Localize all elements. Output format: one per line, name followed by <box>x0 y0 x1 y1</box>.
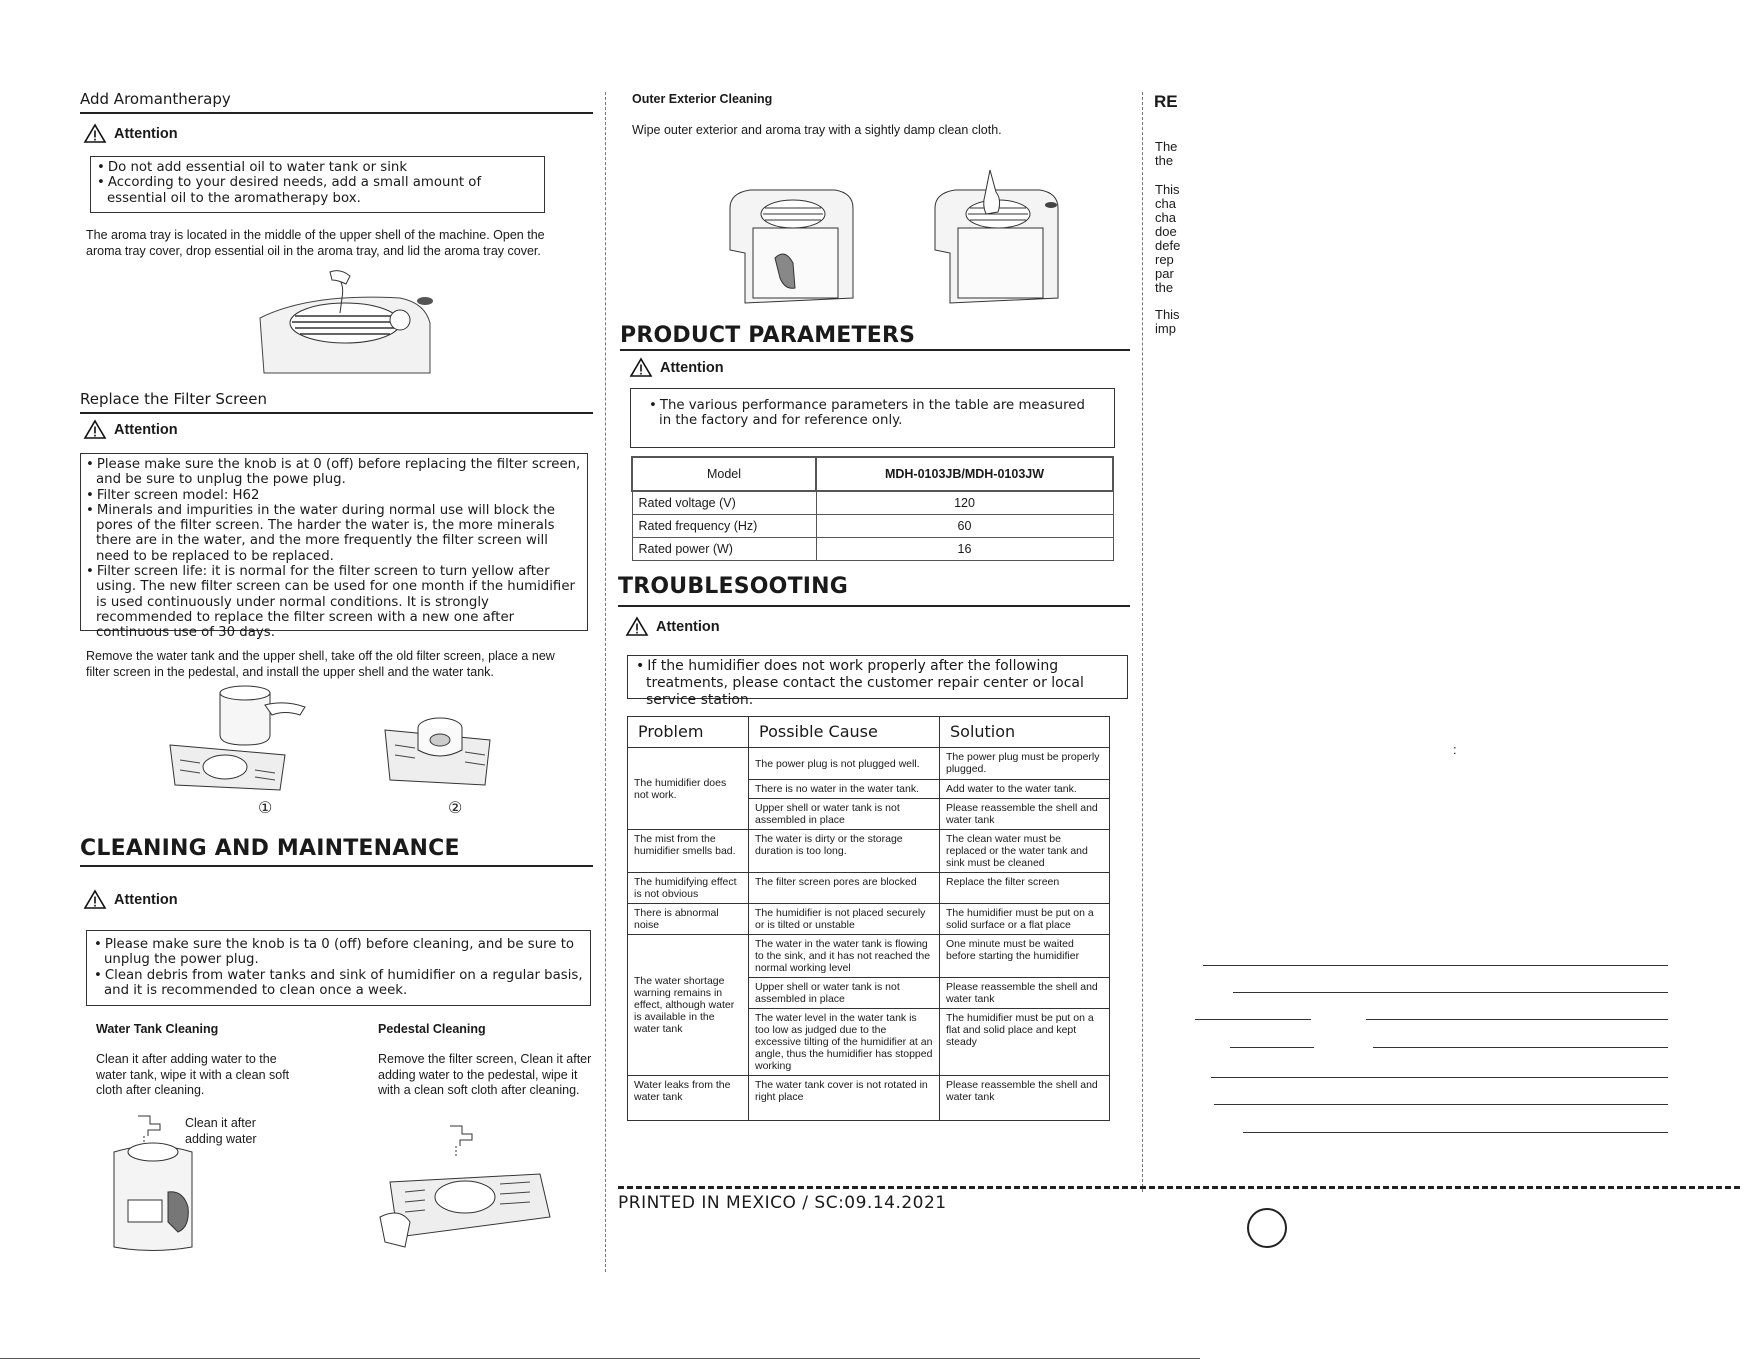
trouble-bullet-1: • If the humidifier does not work properly after the following treatments, please contact the customer repair center or local service station. <box>636 658 1119 709</box>
fragment-line: This <box>1155 307 1180 322</box>
warning-icon <box>84 420 106 439</box>
params-title: PRODUCT PARAMETERS <box>620 323 916 348</box>
table-row <box>632 515 1113 538</box>
warning-icon <box>84 124 106 143</box>
filter-body: Remove the water tank and the upper shell, take off the old filter screen, place a new filter screen in the pedestal, and install the upper shell and the water tank. <box>86 649 555 679</box>
param-label: Rated frequency (Hz) <box>632 515 816 538</box>
filter-title-rule <box>80 412 593 414</box>
fold-line <box>618 1186 1740 1189</box>
cause-cell: The water is dirty or the storage duration is too long. <box>749 830 940 873</box>
param-value: 60 <box>816 515 1113 538</box>
header-solution: Solution <box>940 717 1110 748</box>
problem-cell: The humidifier does not work. <box>628 748 749 830</box>
params-table <box>631 456 1114 561</box>
warning-icon <box>84 890 106 909</box>
solution-cell: Please reassemble the shell and water tank <box>940 978 1110 1009</box>
solution-cell: Please reassemble the shell and water tank <box>940 799 1110 830</box>
param-value: 16 <box>816 538 1113 561</box>
pedestal-illustration <box>380 1122 555 1257</box>
cause-cell: The water level in the water tank is too low as judged due to the excessive tilting of the humidifier at an angle, thus the humidifier has stopped working <box>749 1009 940 1076</box>
filter-step2-illustration <box>380 690 500 805</box>
cleaning-title: CLEANING AND MAINTENANCE <box>80 836 460 861</box>
fragment-line: the <box>1155 280 1174 295</box>
fragment-line: par <box>1155 266 1174 281</box>
form-line <box>1195 1019 1311 1020</box>
outer-cleaning-illustration-2 <box>930 170 1065 308</box>
filter-step1-illustration <box>160 685 300 810</box>
water-tank-cleaning-title: Water Tank Cleaning <box>96 1022 219 1036</box>
form-line <box>1230 1047 1314 1048</box>
cause-cell: The water tank cover is not rotated in right place <box>749 1076 940 1121</box>
cleaning-bullet-1: • Please make sure the knob is ta 0 (off) before cleaning, and be sure to unplug the power plug. <box>94 937 583 968</box>
trouble-attention-box <box>627 655 1128 708</box>
cleaning-attention <box>84 890 178 909</box>
problem-cell: Water leaks from the water tank <box>628 1076 749 1121</box>
table-row <box>632 538 1113 561</box>
table-row <box>628 873 1110 904</box>
table-row <box>628 748 1110 780</box>
solution-cell: The power plug must be properly plugged. <box>940 748 1110 780</box>
fragment-line: cha <box>1155 210 1176 225</box>
aroma-bullet-2: • According to your desired needs, add a small amount of essential oil to the aromatherapy box. <box>97 175 538 206</box>
attention-label: Attention <box>656 618 720 635</box>
cause-cell: The humidifier is not placed securely or is tilted or unstable <box>749 904 940 935</box>
table-header-row <box>628 717 1110 748</box>
problem-cell: The mist from the humidifier smells bad. <box>628 830 749 873</box>
water-tank-cleaning-body: Clean it after adding water to the water tank, wipe it with a clean soft cloth after cleaning. <box>96 1052 290 1097</box>
fragment-line: rep <box>1155 252 1174 267</box>
param-label: Rated voltage (V) <box>632 491 816 515</box>
table-row <box>632 491 1113 515</box>
footer-printed <box>618 1193 978 1213</box>
page-bottom-rule <box>0 1358 1200 1359</box>
right-colon: : <box>1453 742 1457 757</box>
table-row <box>628 904 1110 935</box>
column-divider-right <box>1142 92 1143 1192</box>
header-cause: Possible Cause <box>749 717 940 748</box>
form-line <box>1211 1077 1668 1078</box>
warning-icon <box>626 617 648 636</box>
aroma-body: The aroma tray is located in the middle of the upper shell of the machine. Open the aroma tray cover, drop essential oil in the aroma tray, and lid the aroma tray cover. <box>86 228 545 258</box>
aroma-title: Add Aromantherapy <box>80 90 231 108</box>
pedestal-cleaning-body: Remove the filter screen, Clean it after adding water to the pedestal, wipe it with a clean soft cloth after cleaning. <box>378 1052 592 1097</box>
pedestal-cleaning-title: Pedestal Cleaning <box>378 1022 486 1036</box>
fragment-line: cha <box>1155 196 1176 211</box>
form-line <box>1373 1047 1668 1048</box>
header-problem: Problem <box>628 717 749 748</box>
param-label: Rated power (W) <box>632 538 816 561</box>
filter-bullets <box>86 457 582 641</box>
solution-cell: Replace the filter screen <box>940 873 1110 904</box>
params-bullets <box>649 398 1096 429</box>
outer-cleaning-illustration-1 <box>725 178 860 308</box>
solution-cell: The clean water must be replaced or the water tank and sink must be cleaned <box>940 830 1110 873</box>
aroma-title-rule <box>80 112 593 114</box>
form-line <box>1233 992 1668 993</box>
right-heading: RE <box>1154 92 1178 111</box>
params-title-rule <box>620 349 1130 351</box>
column-divider-left <box>605 92 606 1272</box>
cleaning-title-rule <box>80 865 593 867</box>
aroma-bullets <box>97 160 538 206</box>
right-fragment-1 <box>1155 140 1177 168</box>
trouble-bullets <box>636 658 1119 709</box>
cleaning-attention-box <box>86 930 591 1006</box>
circle-mark-icon <box>1246 1207 1288 1249</box>
form-line <box>1203 965 1668 966</box>
table-row <box>628 830 1110 873</box>
filter-step2-label: ② <box>448 800 463 817</box>
cause-cell: The power plug is not plugged well. <box>749 748 940 780</box>
solution-cell: One minute must be waited before starting the humidifier <box>940 935 1110 978</box>
solution-cell: The humidifier must be put on a solid surface or a flat place <box>940 904 1110 935</box>
params-bullet-1: • The various performance parameters in the table are measured in the factory and for reference only. <box>649 398 1096 429</box>
params-header-row <box>632 457 1113 491</box>
filter-attention <box>84 420 178 439</box>
solution-cell: Add water to the water tank. <box>940 780 1110 799</box>
attention-label: Attention <box>114 125 178 142</box>
troubleshooting-title: TROUBLESOOTING <box>618 574 849 599</box>
troubleshooting-title-rule <box>618 605 1130 607</box>
solution-cell: Please reassemble the shell and water tank <box>940 1076 1110 1121</box>
form-line <box>1214 1104 1668 1105</box>
aroma-tray-illustration <box>250 268 450 373</box>
table-row <box>628 935 1110 978</box>
params-attention <box>630 358 724 377</box>
trouble-attention <box>626 617 720 636</box>
attention-label: Attention <box>660 359 724 376</box>
footer-printed-text: PRINTED IN MEXICO / SC:09.14.2021 <box>618 1193 947 1213</box>
problem-cell: The water shortage warning remains in effect, although water is available in the water tank <box>628 935 749 1076</box>
param-value: 120 <box>816 491 1113 515</box>
form-line <box>1243 1132 1668 1133</box>
troubleshooting-table <box>627 716 1110 1121</box>
right-fragment-3 <box>1155 307 1180 336</box>
warning-icon <box>630 358 652 377</box>
filter-attention-box <box>80 453 588 641</box>
attention-label: Attention <box>114 891 178 908</box>
aroma-attention <box>84 124 178 143</box>
problem-cell: There is abnormal noise <box>628 904 749 935</box>
filter-bullet-3: • Minerals and impurities in the water during normal use will block the pores of the filter screen. The harder the water is, the more minerals there are in the water, and the more frequently the filter screen will need to be replaced to be replaced. <box>86 503 582 564</box>
filter-bullet-4: • Filter screen life: it is normal for the filter screen to turn yellow after using. The new filter screen can be used for one month if the humidifier is used continuously under normal conditions. It is strongly recommended to replace the filter screen with a new one after continuous use of 30 days. <box>86 564 582 640</box>
solution-cell: The humidifier must be put on a flat and solid place and kept steady <box>940 1009 1110 1076</box>
fragment-line: This <box>1155 182 1180 197</box>
cause-cell: Upper shell or water tank is not assembled in place <box>749 799 940 830</box>
cause-cell: The water in the water tank is flowing to the sink, and it has not reached the normal working level <box>749 935 940 978</box>
aroma-bullet-1: • Do not add essential oil to water tank or sink <box>97 160 538 175</box>
fragment-line: The <box>1155 139 1178 154</box>
params-attention-box <box>630 388 1115 448</box>
fragment-line: the <box>1155 153 1174 168</box>
cause-cell: The filter screen pores are blocked <box>749 873 940 904</box>
problem-cell: The humidifying effect is not obvious <box>628 873 749 904</box>
aroma-attention-box <box>90 156 545 213</box>
filter-bullet-2: • Filter screen model: H62 <box>86 488 582 503</box>
cleaning-bullet-2: • Clean debris from water tanks and sink of humidifier on a regular basis, and it is recommended to clean once a week. <box>94 968 583 999</box>
cleaning-bullets <box>94 937 583 998</box>
cause-cell: Upper shell or water tank is not assembled in place <box>749 978 940 1009</box>
cause-cell: There is no water in the water tank. <box>749 780 940 799</box>
filter-bullet-1: • Please make sure the knob is at 0 (off) before replacing the filter screen, and be sure to unplug the powe plug. <box>86 457 582 488</box>
outer-cleaning-title: Outer Exterior Cleaning <box>632 92 773 106</box>
form-line <box>1366 1019 1668 1020</box>
table-row <box>628 1076 1110 1121</box>
filter-step1-label: ① <box>258 800 273 817</box>
filter-title: Replace the Filter Screen <box>80 390 267 408</box>
fragment-line: doe <box>1155 224 1177 239</box>
fragment-line: imp <box>1155 321 1176 336</box>
attention-label: Attention <box>114 421 178 438</box>
water-tank-callout: Clean it after adding water <box>185 1116 257 1146</box>
fragment-line: defe <box>1155 238 1181 253</box>
outer-cleaning-body: Wipe outer exterior and aroma tray with a sightly damp clean cloth. <box>632 123 1002 137</box>
right-fragment-2 <box>1155 182 1181 295</box>
params-header-model: Model <box>632 457 816 491</box>
params-header-model-value: MDH-0103JB/MDH-0103JW <box>816 457 1113 491</box>
